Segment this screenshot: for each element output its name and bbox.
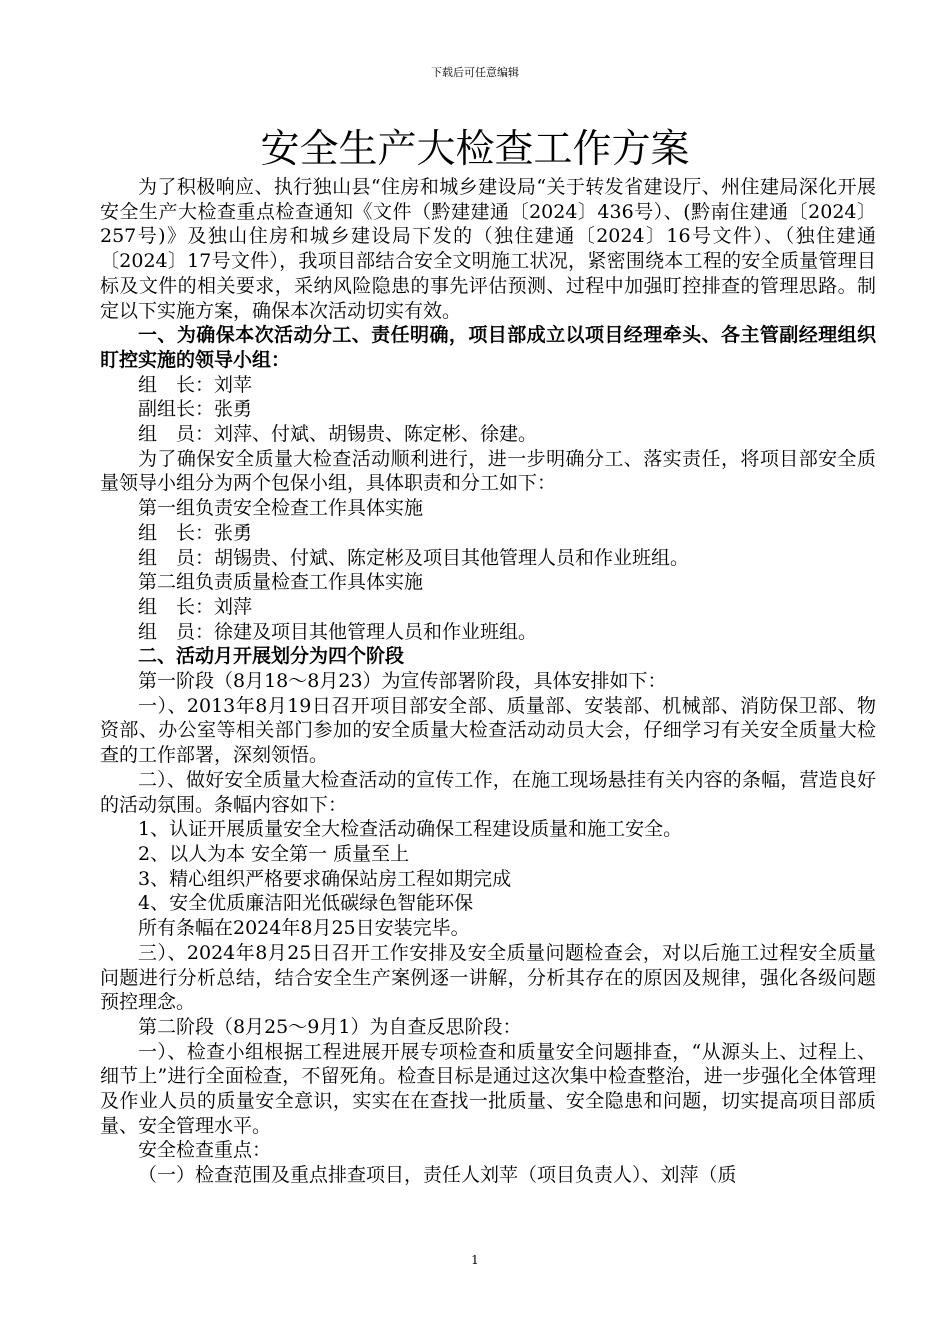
group-2-title: 第二组负责质量检查工作具体实施 xyxy=(138,571,424,594)
banner-1: 1、认证开展质量安全大检查活动确保工程建设质量和施工安全。 xyxy=(138,818,683,841)
group-2-members: 组 员：徐建及项目其他管理人员和作业班组。 xyxy=(138,620,538,643)
banner-completion: 所有条幅在2024年8月25日安装完毕。 xyxy=(138,917,470,940)
phase-2-title: 第二阶段（8月25～9月1）为自查反思阶段： xyxy=(138,1015,522,1038)
inspection-scope: （一）检查范围及重点排查项目，责任人刘苹（项目负责人）、刘萍（质 xyxy=(138,1164,737,1187)
group-1-members: 组 员：胡锡贵、付斌、陈定彬及项目其他管理人员和作业班组。 xyxy=(138,546,690,569)
page-number: 1 xyxy=(471,1253,479,1267)
deputy-leader-line: 副组长：张勇 xyxy=(138,398,253,421)
group-1-title: 第一组负责安全检查工作具体实施 xyxy=(138,497,424,520)
group-2-leader: 组 长：刘萍 xyxy=(138,595,253,618)
section-heading-2: 二、活动月开展划分为四个阶段 xyxy=(138,645,405,668)
leader-line: 组 长：刘苹 xyxy=(138,373,253,396)
phase-1-title: 第一阶段（8月18～8月23）为宣传部署阶段，具体安排如下： xyxy=(138,670,667,693)
phase-1-item-2: 二）、做好安全质量大检查活动的宣传工作，在施工现场悬挂有关内容的条幅，营造良好的活动氛围。条幅内容如下： xyxy=(100,768,876,816)
division-paragraph: 为了确保安全质量大检查活动顺利进行，进一步明确分工、落实责任，将项目部安全质量领导小组分为两个包保小组，具体职责和分工如下： xyxy=(100,447,876,495)
section-heading-1: 一、为确保本次活动分工、责任明确，项目部成立以项目经理牵头、各主管副经理组织盯控实施的领导小组： xyxy=(100,324,876,371)
banner-3: 3、精心组织严格要求确保站房工程如期完成 xyxy=(138,867,512,890)
safety-focus-heading: 安全检查重点： xyxy=(138,1139,272,1162)
group-1-leader: 组 长：张勇 xyxy=(138,521,253,544)
banner-4: 4、安全优质廉洁阳光低碳绿色智能环保 xyxy=(138,892,474,915)
document-body xyxy=(100,175,876,1188)
phase-1-item-1: 一）、2013年8月19日召开项目部安全部、质量部、安装部、机械部、消防保卫部、物资部、办公室等相关部门参加的安全质量大检查活动动员大会，仔细学习有关安全质量大检查的工作部署，深刻领悟。 xyxy=(100,694,876,767)
banner-2: 2、以人为本 安全第一 质量至上 xyxy=(138,842,410,865)
header-note: 下载后可任意编辑 xyxy=(431,66,519,79)
phase-2-item-1: 一）、检查小组根据工程进展开展专项检查和质量安全问题排查，“从源头上、过程上、细节上”进行全面检查，不留死角。检查目标是通过这次集中检查整治，进一步强化全体管理及作业人员的质量安全意识，实实在在查找一批质量、安全隐患和问题，切实提高项目部质量、安全管理水平。 xyxy=(100,1040,876,1137)
document-title: 安全生产大检查工作方案 xyxy=(260,127,690,172)
members-line: 组 员：刘萍、付斌、胡锡贵、陈定彬、徐建。 xyxy=(138,423,538,446)
intro-paragraph: 为了积极响应、执行独山县“住房和城乡建设局“关于转发省建设厅、州住建局深化开展安全生产大检查重点检查通知《文件（黔建建通〔2024〕436号）、(黔南住建通〔2024〕257号)》及独山住房和城乡建设局下发的（独住建通〔2024〕16号文件）、（独住建通〔2024〕17号文件），我项目部结合安全文明施工状况，紧密围绕本工程的安全质量管理目标及文件的相关要求，采纳风险隐患的事先评估预测、过程中加强盯控排查的管理思路。制定以下实施方案，确保本次活动切实有效。 xyxy=(100,176,876,322)
phase-1-item-3: 三）、2024年8月25日召开工作安排及安全质量问题检查会，对以后施工过程安全质量问题进行分析总结，结合安全生产案例逐一讲解，分析其存在的原因及规律，强化各级问题预控理念。 xyxy=(100,941,876,1014)
